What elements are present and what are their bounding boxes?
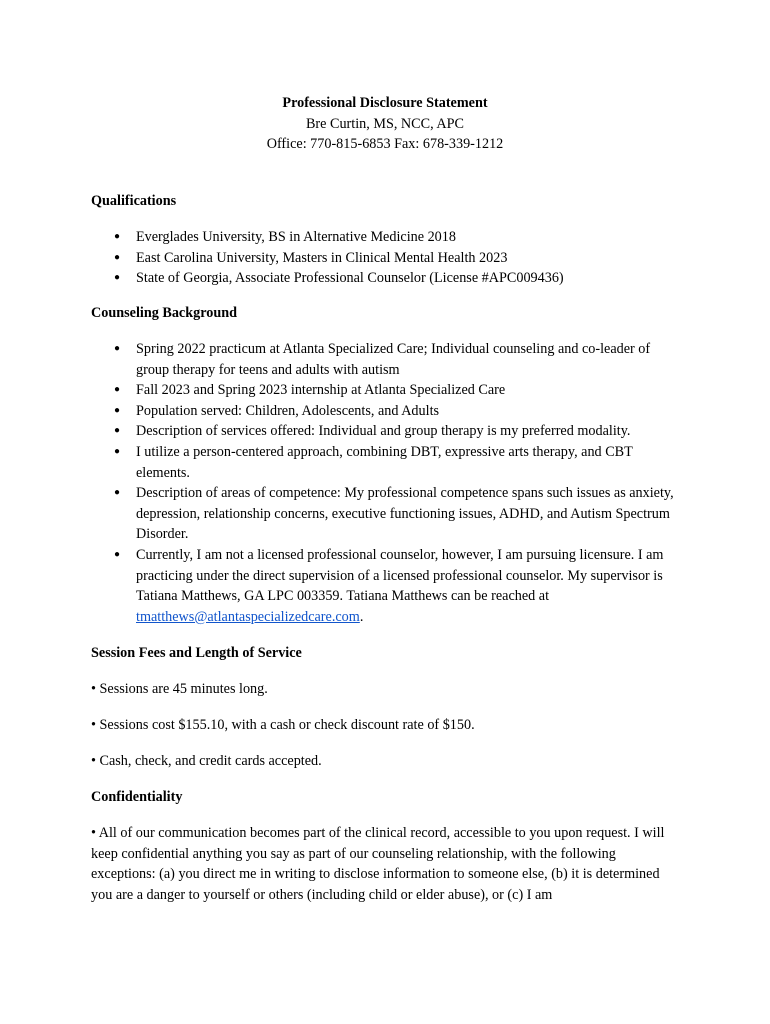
counselor-name: Bre Curtin, MS, NCC, APC	[305, 115, 465, 132]
list-item: ● Population served: Children, Adolescents, and Adults	[0, 401, 676, 422]
fees-line-payment: • Cash, check, and credit cards accepted.	[91, 753, 322, 769]
list-item: ● Spring 2022 practicum at Atlanta Specialized Care; Individual counseling and co-leader of group therapy for teens and adults with autism	[114, 341, 651, 378]
bullet-icon: ●	[114, 487, 121, 499]
list-item: ● Description of services offered: Individual and group therapy is my preferred modality.	[0, 421, 676, 442]
list-item: ● I utilize a person-centered approach, combining DBT, expressive arts therapy, and CBT elements.	[114, 443, 633, 481]
bullet-icon: ●	[114, 231, 121, 242]
contact-info: Office: 770-815-6853 Fax: 678-339-1212	[266, 136, 504, 153]
list-item: ● Description of areas of competence: My professional competence spans such issues as anxiety, depression, relationship concerns, executive functioning issues, ADHD, and Autism Spectrum Disorder.	[114, 485, 674, 543]
bullet-icon: ●	[114, 404, 121, 416]
list-item: ● Fall 2023 and Spring 2023 internship at Atlanta Specialized Care	[0, 380, 676, 401]
fees-line-cost: • Sessions cost $155.10, with a cash or check discount rate of $150.	[91, 717, 475, 733]
document-title: Professional Disclosure Statement	[282, 95, 488, 111]
qualifications-list	[0, 227, 770, 289]
list-item: ● East Carolina University, Masters in Clinical Mental Health 2023	[0, 248, 676, 269]
list-item: ● Currently, I am not a licensed professional counselor, however, I am pursuing licensure. I am practicing under the direct supervision of a licensed professional counselor. My supervisor is Tatiana Matthews, GA LPC 003359. Tatiana Matthews can be reached at tmatthews@atlantaspecializedcare.com.	[114, 546, 664, 625]
bullet-icon: ●	[114, 384, 121, 396]
confidentiality-paragraph: • All of our communication becomes part of the clinical record, accessible to you upon request. I will keep confidential anything you say as part of our counseling relationship, with the following exceptions: (a) you direct me in writing to disclose information to someone else, (b) it is determined you are a danger to yourself or others (including child or elder abuse), or (c) I am	[91, 825, 665, 903]
document-header	[0, 93, 770, 155]
bullet-icon: ●	[114, 251, 121, 263]
supervisor-email-link[interactable]: tmatthews@atlantaspecializedcare.com	[136, 608, 360, 625]
bullet-icon: ●	[114, 425, 121, 437]
bullet-icon: ●	[114, 445, 121, 457]
list-item: ● State of Georgia, Associate Professional Counselor (License #APC009436)	[0, 268, 676, 289]
confidentiality-heading: Confidentiality	[91, 789, 183, 805]
fees-line-length: • Sessions are 45 minutes long.	[91, 681, 268, 697]
background-list	[0, 339, 770, 627]
qualifications-heading: Qualifications	[91, 193, 177, 209]
fees-heading: Session Fees and Length of Service	[91, 645, 302, 661]
bullet-icon: ●	[114, 343, 121, 354]
list-item: ● Everglades University, BS in Alternative Medicine 2018	[0, 227, 676, 248]
background-heading: Counseling Background	[91, 305, 237, 321]
bullet-icon: ●	[114, 272, 121, 284]
bullet-icon: ●	[114, 548, 121, 560]
